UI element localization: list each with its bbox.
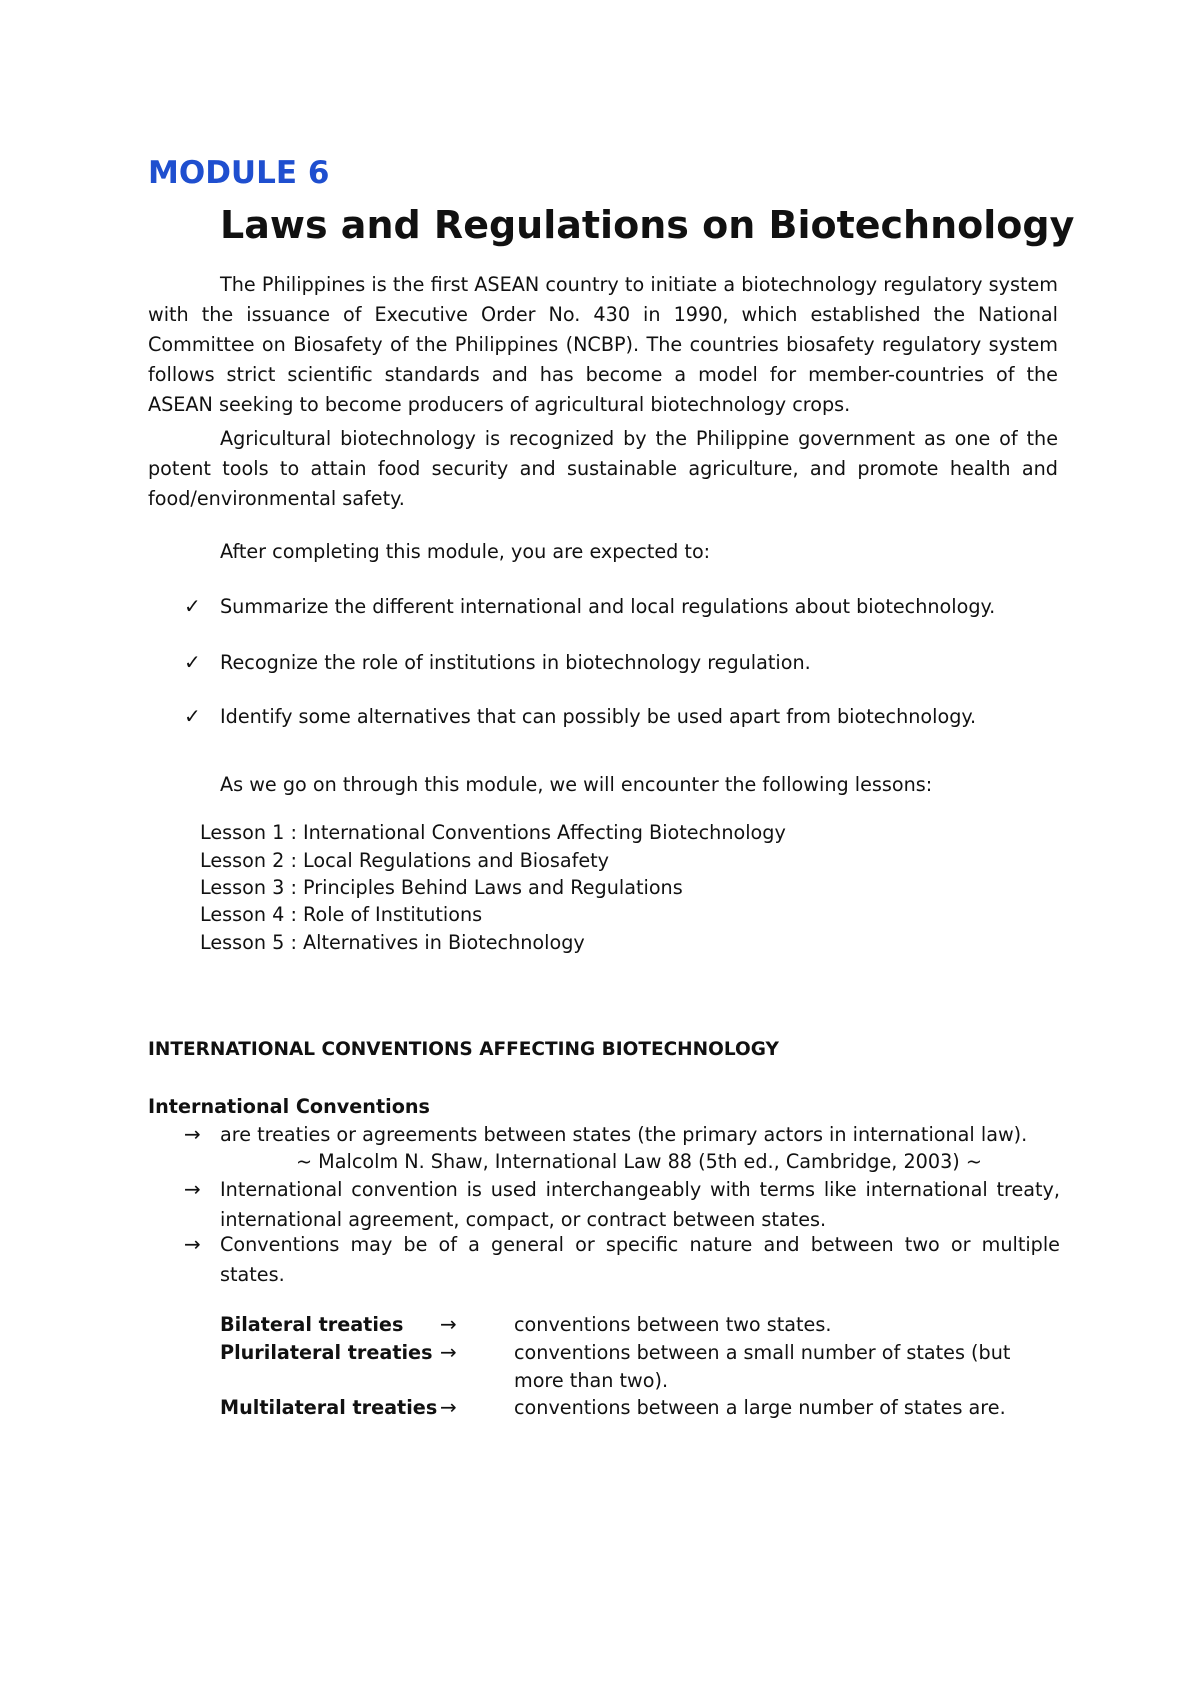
subheading: International Conventions (148, 1095, 430, 1118)
section-heading: INTERNATIONAL CONVENTIONS AFFECTING BIOTECHNOLOGY (148, 1039, 779, 1060)
module-label: MODULE 6 (148, 155, 330, 191)
arrow-icon: → (440, 1312, 457, 1336)
arrow-icon: → (184, 1232, 201, 1256)
lesson-item: Lesson 2 : Local Regulations and Biosafety (200, 849, 610, 872)
arrow-icon: → (440, 1340, 457, 1364)
treaty-term: Multilateral treaties (220, 1396, 438, 1419)
lesson-item: Lesson 4 : Role of Institutions (200, 903, 483, 926)
checkmark-icon: ✓ (184, 704, 201, 728)
arrow-icon: → (184, 1122, 201, 1146)
treaty-term: Plurilateral treaties (220, 1341, 433, 1364)
citation: ~ Malcolm N. Shaw, International Law 88 (5th ed., Cambridge, 2003) ~ (296, 1150, 982, 1173)
objective-item: Summarize the different international and local regulations about biotechnology. (220, 595, 996, 618)
convention-point: International convention is used interchangeably with terms like international treaty, international agreement, compact, or contract between states. (220, 1178, 1060, 1231)
lesson-item: Lesson 1 : International Conventions Affecting Biotechnology (200, 821, 786, 844)
checkmark-icon: ✓ (184, 650, 201, 674)
intro-paragraph-1: The Philippines is the first ASEAN country to initiate a biotechnology regulatory system with the issuance of Executive Order No. 430 in 1990, which established the National Committee on Biosafety of the Philippines (NCBP). The countries biosafety regulatory system follows strict scientific standards and has become a model for member-countries of the ASEAN seeking to become producers of agricultural biotechnology crops. (148, 273, 1058, 416)
treaty-definition: conventions between a small number of states (but more than two). (514, 1341, 1011, 1392)
convention-point: Conventions may be of a general or specific nature and between two or multiple states. (220, 1233, 1060, 1286)
lesson-item: Lesson 5 : Alternatives in Biotechnology (200, 931, 585, 954)
objective-item: Identify some alternatives that can possibly be used apart from biotechnology. (220, 705, 977, 728)
objectives-intro: After completing this module, you are expected to: (220, 540, 711, 563)
checkmark-icon: ✓ (184, 594, 201, 618)
convention-point: are treaties or agreements between states (the primary actors in international law). (220, 1123, 1028, 1146)
page-title: Laws and Regulations on Biotechnology (220, 203, 1075, 247)
lesson-item: Lesson 3 : Principles Behind Laws and Regulations (200, 876, 683, 899)
treaty-term: Bilateral treaties (220, 1313, 404, 1336)
intro-paragraph-2: Agricultural biotechnology is recognized by the Philippine government as one of the potent tools to attain food security and sustainable agriculture, and promote health and food/environmental safety. (148, 427, 1058, 510)
treaty-definition: conventions between a large number of states are. (514, 1396, 1006, 1419)
arrow-icon: → (440, 1395, 457, 1419)
objective-item: Recognize the role of institutions in biotechnology regulation. (220, 651, 811, 674)
lessons-intro: As we go on through this module, we will encounter the following lessons: (220, 773, 933, 796)
treaty-definition: conventions between two states. (514, 1313, 832, 1336)
arrow-icon: → (184, 1177, 201, 1201)
